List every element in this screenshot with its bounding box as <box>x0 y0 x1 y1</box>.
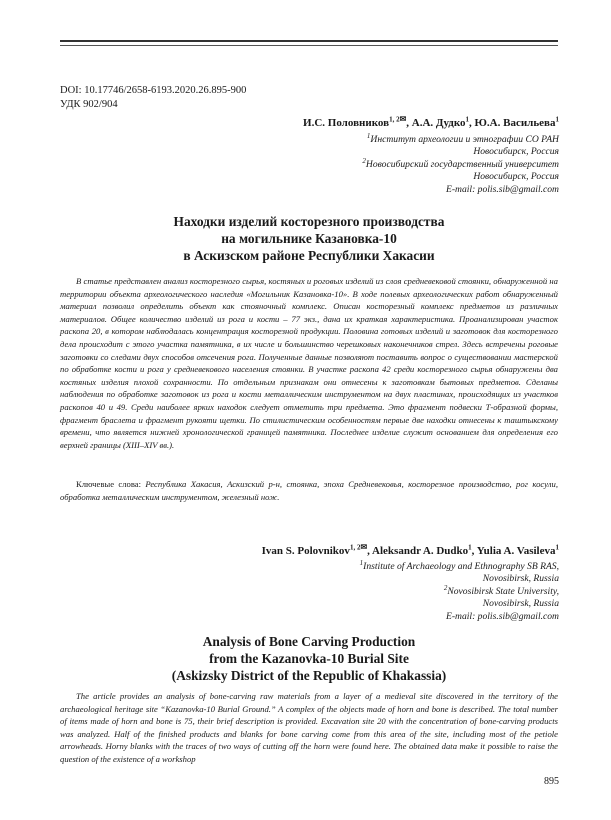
mail-icon: ✉ <box>360 542 368 552</box>
header-rule-thick <box>60 40 558 42</box>
ru-affiliation-line: $^1$Институт археологии и этнографии СО РАН <box>366 131 559 145</box>
ru-affiliations <box>362 131 559 196</box>
en-affiliation-line: $^1$Institute of Archaeology and Ethnography SB RAS, <box>359 558 559 572</box>
ru-abstract: В статье представлен анализ косторезного сырья, костяных и роговых изделий из слоя средневековой стоянки, обнаруженной на территории объекта археологического наследия «Могильник Казановка-10». В ходе полевых археологических работ обнаруженный материал позволил определить объект как стояночный комплекс. Описан косторезный комплекс предметов из различных материалов. Общее количество изделий из рога и кости – 77 экз., дана их краткая характеристика. Проанализирован участок раскопа 20, в котором наблюдалась концентрация косторезной продукции. Половина готовых изделий и заготовок для косторезного дела происходит с этого участка памятника, в их числе и большинство черешковых наконечников стрел. Здесь встречены роговые заготовки со следами двух способов отсечения рога. Полученные данные позволяют поставить вопрос о существовании мастерской по обработке кости и рога у средневекового населения стоянки. В участке раскопа 42 среди косторезного сырья обнаружены два костяных изделия плохой сохранности. По отдельным признакам они отнесены к заготовкам бытовых предметов. Сделаны наблюдения по обработке заготовок из рога и кости металлическим инструментом на двух пластинах, происходящих из участков раскопов 40 и 49. Среди наиболее ярких находок следует отметить три предмета. Это фрагмент подвески Т-образной формы, фрагмент браслета и фрагмент рукояти щетки. По стилистическим особенностям первые две находки отнесены к таштыкскому времени, что является нижней хронологической границей памятника. Последнее изделие служит основанием для определения его верхней границы (XIII–XIV вв.). <box>60 276 558 450</box>
en-authors <box>261 542 559 557</box>
en-abstract: The article provides an analysis of bone-carving raw materials from a layer of a medieval site discovered in the territory of the archaeological heritage site “Kazanovka-10 Burial Ground.” A complex of the objects made of horn and bone is described. The total number of items made of horn and bone is 75, their brief description is provided. Excavation site 20 with the concentration of bone-carving products was analyzed. Half of the finished products and blanks for bone carving come from this area of the site, including most of the petiole arrowheads. Horny blanks with the traces of two ways of cutting off the horn were found here. The obtained data make it possible to raise the question of the existence of a workshop <box>60 691 558 764</box>
doi: DOI: 10.17746/2658-6193.2020.26.895-900 <box>60 85 247 96</box>
keywords-text: Республика Хакасия, Аскизский р-н, стоянка, эпоха Средневековья, косторезное производство, рог косули, обработка металлическим инструментом, железный нож. <box>60 479 558 502</box>
en-title-line: (Askizsky District of the Republic of Khakassia) <box>171 668 447 683</box>
en-affiliations <box>359 558 559 623</box>
en-author-3: Yulia A. Vasileva$^1$ <box>476 543 559 557</box>
header-rule-thin <box>60 45 558 46</box>
en-affiliation-line: $^2$Novosibirsk State University, <box>443 583 559 597</box>
ru-author-1: И.С. Половников$^{1, 2✉}$, <box>303 114 412 129</box>
keywords-label: Ключевые слова: <box>76 479 142 489</box>
ru-title <box>60 213 558 264</box>
ru-author-3: Ю.А. Васильева$^1$ <box>474 115 559 129</box>
ru-keywords <box>60 478 558 503</box>
en-author-1: Ivan S. Polovnikov$^{1, 2✉}$, <box>261 542 373 557</box>
page-number: 895 <box>544 776 559 787</box>
en-author-2: Aleksandr A. Dudko$^1$, <box>372 543 477 557</box>
ru-affiliation-line: Новосибирск, Россия <box>473 146 559 158</box>
ru-affiliation-line: Новосибирск, Россия <box>473 171 559 183</box>
ru-authors <box>303 114 559 129</box>
ru-title-line: Находки изделий косторезного производства <box>173 214 445 229</box>
en-email: E-mail: polis.sib@gmail.com <box>445 610 559 622</box>
ru-email: E-mail: polis.sib@gmail.com <box>445 183 559 195</box>
en-title-line: from the Kazanovka-10 Burial Site <box>209 651 409 666</box>
mail-icon: ✉ <box>399 114 407 124</box>
en-title-line: Analysis of Bone Carving Production <box>202 634 416 649</box>
en-affiliation-line: Novosibirsk, Russia <box>482 573 559 585</box>
en-title <box>60 633 558 684</box>
ru-title-line: на могильнике Казановка-10 <box>221 231 397 246</box>
ru-affiliation-line: $^2$Новосибирский государственный университет <box>362 156 559 170</box>
ru-author-2: А.А. Дудко$^1$, <box>411 115 475 129</box>
en-affiliation-line: Novosibirsk, Russia <box>482 598 559 610</box>
udk: УДК 902/904 <box>60 99 118 110</box>
ru-title-line: в Аскизском районе Республики Хакасии <box>183 248 435 263</box>
